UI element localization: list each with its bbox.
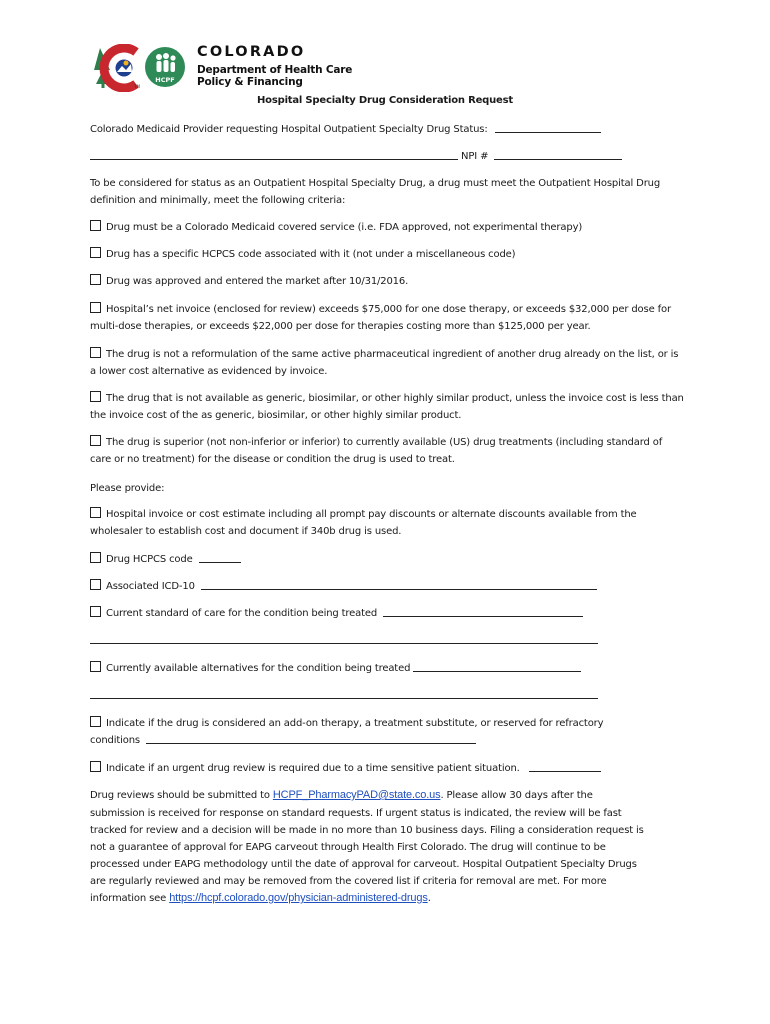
- provide-alternatives-item: [90, 660, 581, 677]
- addon-field[interactable]: [146, 733, 476, 744]
- footer-text: . Please allow 30 days after the: [440, 790, 593, 801]
- criteria-text: Drug was approved and entered the market after 10/31/2016.: [106, 276, 409, 287]
- hcpf-badge-text: HCPF: [155, 76, 175, 84]
- criteria-text: The drug is not a reformulation of the same active pharmaceutical ingredient of another drug already on the list, or is a lower cost alternative as evidenced by invoice.: [90, 349, 679, 378]
- invoice-text: Hospital invoice or cost estimate including all prompt pay discounts or alternate discounts available from the wholesaler to establish cost and document if 340b drug is used.: [90, 509, 637, 538]
- criteria-checkbox[interactable]: [90, 247, 101, 258]
- criteria-item: [90, 219, 685, 236]
- footer-line-4: not a guarantee of approval for EAPG carveout through Health First Colorado. The drug will continue to be: [90, 842, 606, 853]
- footer-text: Drug reviews should be submitted to: [90, 790, 270, 801]
- intro-paragraph: To be considered for status as an Outpatient Hospital Specialty Drug, a drug must meet the Outpatient Hospital Drug definition and minimally, meet the following criteria:: [90, 178, 661, 207]
- provide-addon-item: [90, 715, 603, 732]
- footer-line-5: processed under EAPG methodology until the date of approval for carveout. Hospital Outpatient Specialty Drugs: [90, 859, 637, 870]
- criteria-item: [90, 273, 685, 290]
- criteria-item: [90, 346, 685, 381]
- standard-care-label: Current standard of care for the condition being treated: [106, 608, 378, 619]
- footer-line-2: submission is received for response on standard requests. If urgent status is indicated, the review will be fast: [90, 808, 622, 819]
- please-provide-label: Please provide:: [90, 483, 165, 494]
- standard-care-checkbox[interactable]: [90, 606, 101, 617]
- alternatives-label: Currently available alternatives for the condition being treated: [106, 663, 411, 674]
- pad-info-url-link[interactable]: https://hcpf.colorado.gov/physician-administered-drugs: [169, 892, 428, 904]
- standard-care-field[interactable]: [383, 606, 583, 617]
- npi-label: NPI #: [461, 151, 489, 162]
- standard-care-continuation: [90, 632, 598, 649]
- footer-text: .: [427, 893, 431, 904]
- form-title: Hospital Specialty Drug Consideration Request: [257, 95, 513, 106]
- invoice-checkbox[interactable]: [90, 507, 101, 518]
- urgent-field[interactable]: [529, 761, 601, 772]
- colorado-c-logo-icon: [90, 44, 190, 92]
- criteria-text: The drug is superior (not non-inferior or inferior) to currently available (US) drug treatments (including standard of care or no treatment) for the disease or condition the drug is used to treat.: [90, 437, 663, 466]
- criteria-checkbox[interactable]: [90, 347, 101, 358]
- npi-line: [90, 148, 622, 165]
- alternatives-field[interactable]: [413, 661, 581, 672]
- icd-field[interactable]: [201, 579, 597, 590]
- icd-checkbox[interactable]: [90, 579, 101, 590]
- footer-text: information see: [90, 893, 167, 904]
- criteria-text: Drug must be a Colorado Medicaid covered service (i.e. FDA approved, not experimental therapy): [106, 222, 583, 233]
- alternatives-field-line-2[interactable]: [90, 688, 598, 699]
- criteria-checkbox[interactable]: [90, 435, 101, 446]
- criteria-checkbox[interactable]: [90, 302, 101, 313]
- hcpcs-checkbox[interactable]: [90, 552, 101, 563]
- hcpcs-code-field[interactable]: [199, 552, 241, 563]
- provide-urgent-item: [90, 760, 601, 777]
- alternatives-continuation: [90, 687, 598, 704]
- criteria-text: The drug that is not available as generic, biosimilar, or other highly similar product, unless the invoice cost is less than the invoice cost of the as generic, biosimilar, or other highly similar product.: [90, 393, 684, 422]
- department-line-2: Policy & Financing: [197, 76, 303, 88]
- criteria-checkbox[interactable]: [90, 220, 101, 231]
- criteria-text: Drug has a specific HCPCS code associated with it (not under a miscellaneous code): [106, 249, 516, 260]
- addon-continuation: [90, 732, 476, 749]
- criteria-item: [90, 301, 685, 336]
- criteria-text: Hospital’s net invoice (enclosed for review) exceeds $75,000 for one dose therapy, or exceeds $32,000 per dose for multi-dose therapies, or exceeds $22,000 per dose for therapies costing more than $125,000 per year.: [90, 304, 671, 333]
- icd-label: Associated ICD-10: [106, 581, 195, 592]
- urgent-checkbox[interactable]: [90, 761, 101, 772]
- provide-hcpcs-item: [90, 551, 241, 568]
- logo-wordmark: [197, 44, 352, 88]
- provider-name-field[interactable]: [495, 122, 601, 133]
- hcpcs-label: Drug HCPCS code: [106, 554, 193, 565]
- footer-line-1: [90, 787, 593, 804]
- footer-line-7: [90, 890, 431, 907]
- trademark-mark: TM: [134, 84, 140, 89]
- brand-name: COLORADO: [197, 44, 306, 60]
- provider-line: [90, 121, 601, 138]
- criteria-item: [90, 246, 685, 263]
- provide-invoice-item: [90, 506, 685, 541]
- criteria-item: [90, 434, 685, 469]
- footer-line-3: tracked for review and a decision will be made in no more than 10 business days. Filing a consideration request is: [90, 825, 644, 836]
- urgent-label: Indicate if an urgent drug review is required due to a time sensitive patient situation.: [106, 763, 520, 774]
- provider-address-field[interactable]: [90, 149, 458, 160]
- criteria-checkbox[interactable]: [90, 274, 101, 285]
- alternatives-checkbox[interactable]: [90, 661, 101, 672]
- addon-label: Indicate if the drug is considered an add-on therapy, a treatment substitute, or reserved for refractory: [106, 718, 604, 729]
- standard-care-field-line-2[interactable]: [90, 633, 598, 644]
- criteria-checkbox[interactable]: [90, 391, 101, 402]
- provider-label: Colorado Medicaid Provider requesting Hospital Outpatient Specialty Drug Status:: [90, 124, 488, 135]
- addon-label-2: conditions: [90, 735, 140, 746]
- pharmacy-email-link[interactable]: HCPF_PharmacyPAD@state.co.us: [272, 789, 441, 801]
- provide-standard-care-item: [90, 605, 583, 622]
- criteria-item: [90, 390, 685, 425]
- department-line-1: Department of Health Care: [197, 64, 353, 76]
- addon-checkbox[interactable]: [90, 716, 101, 727]
- npi-field[interactable]: [494, 149, 622, 160]
- provide-icd-item: [90, 578, 597, 595]
- colorado-hcpf-logo: [90, 44, 360, 94]
- footer-line-6: are regularly reviewed and may be removed from the covered list if criteria for removal are met. For more: [90, 876, 607, 887]
